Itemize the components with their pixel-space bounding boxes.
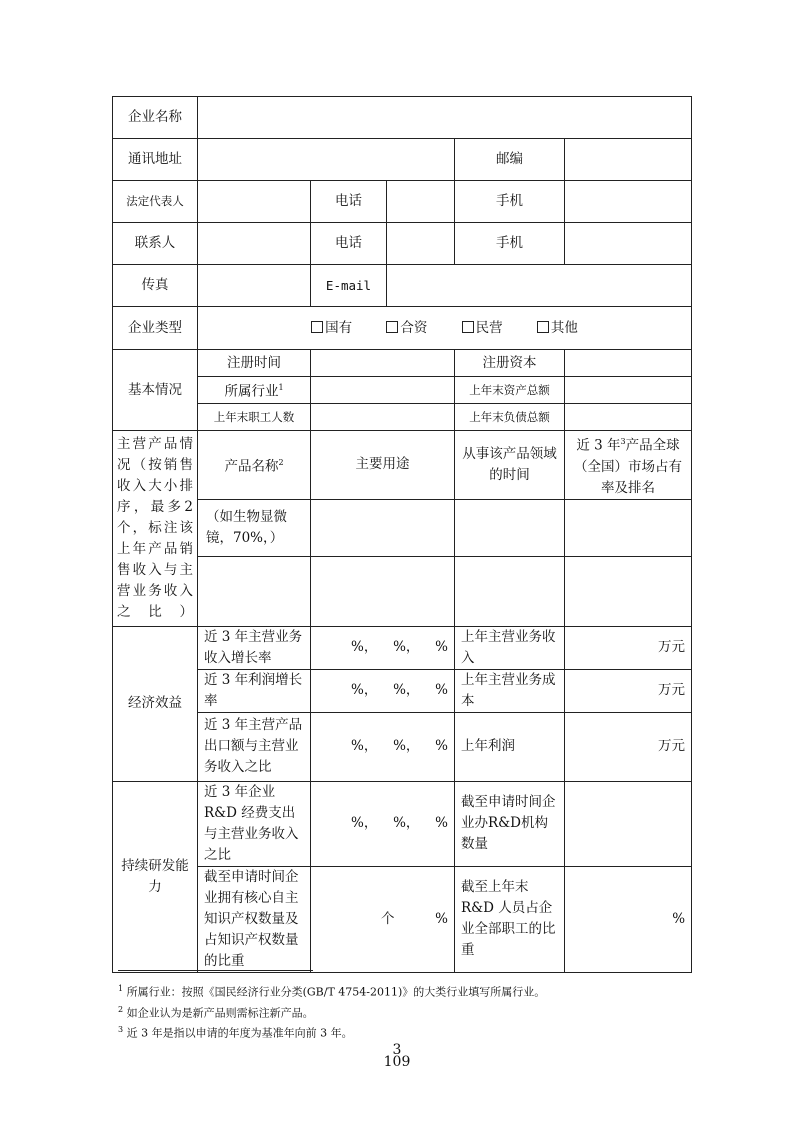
industry-label: 所属行业$^1$ (198, 377, 311, 404)
legal-rep-label: 法定代表人 (113, 181, 198, 223)
reg-time-field[interactable] (311, 350, 455, 377)
industry-field[interactable] (311, 377, 455, 404)
fax-label: 传真 (113, 265, 198, 307)
product-2-use[interactable] (311, 556, 455, 626)
company-name-field[interactable] (198, 97, 692, 139)
page-number-document: 109 (383, 1054, 411, 1070)
rd-spend-ratio-label: 近 3 年企业 R&D 经费支出与主营业务收入之比 (198, 781, 311, 866)
rd-label: 持续研发能力 (113, 781, 198, 972)
email-label: E-mail (311, 265, 387, 307)
type-option-state[interactable]: 国有 (311, 318, 352, 339)
address-field[interactable] (198, 139, 455, 181)
footnote-3: $^3$ 近 3 年是指以申请的年度为基准年向前 3 年。 (118, 1025, 353, 1040)
reg-capital-field[interactable] (565, 350, 692, 377)
econ-cost-label: 上年主营业务成本 (455, 669, 565, 712)
footnote-rule (118, 970, 313, 971)
econ-label: 经济效益 (113, 626, 198, 781)
product-2-name[interactable] (198, 556, 311, 626)
legal-rep-phone-field[interactable] (387, 181, 455, 223)
contact-phone-label: 电话 (311, 223, 387, 265)
rd-spend-ratio-field[interactable]: %， %， % (311, 781, 455, 866)
type-option-other[interactable]: 其他 (537, 318, 578, 339)
basic-info-label: 基本情况 (113, 350, 198, 431)
checkbox-icon[interactable] (386, 321, 398, 333)
contact-field[interactable] (198, 223, 311, 265)
product-1-time[interactable] (455, 499, 565, 556)
total-liab-field[interactable] (565, 404, 692, 431)
econ-profit-growth-label: 近 3 年利润增长率 (198, 669, 311, 712)
product-use-head: 主要用途 (311, 431, 455, 500)
product-name-head: 产品名称$^2$ (198, 431, 311, 500)
rd-institutions-field[interactable] (565, 781, 692, 866)
rd-institutions-label: 截至申请时间企业办R&D机构数量 (455, 781, 565, 866)
type-option-private[interactable]: 民营 (462, 318, 503, 339)
postcode-field[interactable] (565, 139, 692, 181)
econ-profit-field[interactable]: 万元 (565, 712, 692, 781)
legal-rep-field[interactable] (198, 181, 311, 223)
checkbox-icon[interactable] (462, 321, 474, 333)
type-option-joint[interactable]: 合资 (386, 318, 427, 339)
product-1-use[interactable] (311, 499, 455, 556)
rd-staff-ratio-field[interactable]: % (565, 866, 692, 972)
product-rank-head: 近 3 年$^3$产品全球（全国）市场占有率及排名 (565, 431, 692, 500)
footnote-2: $^2$ 如企业认为是新产品则需标注新产品。 (118, 1004, 314, 1020)
fax-field[interactable] (198, 265, 311, 307)
rd-staff-ratio-label: 截至上年末 R&D 人员占企业全部职工的比重 (455, 866, 565, 972)
legal-rep-phone-label: 电话 (311, 181, 387, 223)
company-name-label: 企业名称 (113, 97, 198, 139)
econ-revenue-label: 上年主营业务收入 (455, 626, 565, 669)
econ-export-ratio-label: 近 3 年主营产品出口额与主营业务收入之比 (198, 712, 311, 781)
company-type-label: 企业类型 (113, 307, 198, 350)
address-label: 通讯地址 (113, 139, 198, 181)
postcode-label: 邮编 (455, 139, 565, 181)
total-assets-label: 上年末资产总额 (455, 377, 565, 404)
product-1-rank[interactable] (565, 499, 692, 556)
legal-rep-mobile-label: 手机 (455, 181, 565, 223)
footnote-1: $^1$ 所属行业：按照《国民经济行业分类(GB/T 4754-2011)》的大类行业填写所属行业。 (118, 984, 546, 999)
total-assets-field[interactable] (565, 377, 692, 404)
econ-revenue-field[interactable]: 万元 (565, 626, 692, 669)
total-liab-label: 上年末负债总额 (455, 404, 565, 431)
contact-mobile-label: 手机 (455, 223, 565, 265)
econ-revenue-growth-field[interactable]: %， %， % (311, 626, 455, 669)
econ-revenue-growth-label: 近 3 年主营业务收入增长率 (198, 626, 311, 669)
contact-mobile-field[interactable] (565, 223, 692, 265)
product-time-head: 从事该产品领域的时间 (455, 431, 565, 500)
enterprise-info-form (112, 96, 692, 973)
econ-cost-field[interactable]: 万元 (565, 669, 692, 712)
checkbox-icon[interactable] (311, 321, 323, 333)
footnotes (118, 980, 718, 1042)
email-field[interactable] (387, 265, 692, 307)
page-number-section: 3 (392, 1042, 402, 1058)
econ-profit-growth-field[interactable]: %， %， % (311, 669, 455, 712)
rd-ip-label: 截至申请时间企业拥有核心自主知识产权数量及占知识产权数量的比重 (198, 866, 311, 972)
rd-ip-field[interactable]: 个 % (311, 866, 455, 972)
employees-label: 上年末职工人数 (198, 404, 311, 431)
company-type-options (198, 307, 692, 350)
econ-profit-label: 上年利润 (455, 712, 565, 781)
reg-capital-label: 注册资本 (455, 350, 565, 377)
econ-export-ratio-field[interactable]: %， %， % (311, 712, 455, 781)
reg-time-label: 注册时间 (198, 350, 311, 377)
products-label: 主营产品情况（按销售收入大小排序，最多2个，标注该上年产品销售收入与主营业务收入之比） (113, 431, 198, 627)
product-2-rank[interactable] (565, 556, 692, 626)
product-2-time[interactable] (455, 556, 565, 626)
checkbox-icon[interactable] (537, 321, 549, 333)
contact-phone-field[interactable] (387, 223, 455, 265)
product-1-name[interactable]: （如生物显微镜，70%，） (198, 499, 311, 556)
contact-label: 联系人 (113, 223, 198, 265)
employees-field[interactable] (311, 404, 455, 431)
legal-rep-mobile-field[interactable] (565, 181, 692, 223)
